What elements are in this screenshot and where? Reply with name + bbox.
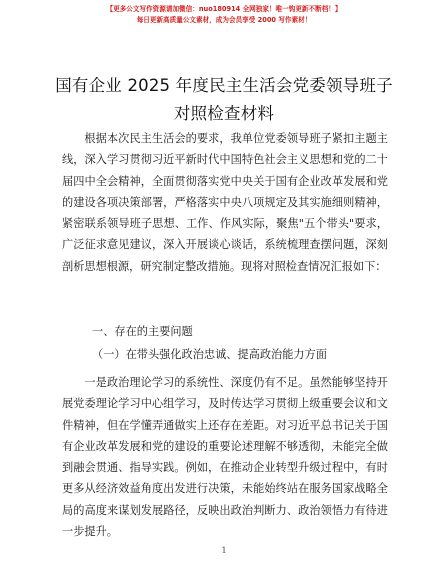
promo-banner-line2: 每日更新高质量公文素材，成为会员享受 2000 写作素材！ (136, 16, 312, 24)
body-paragraph: 一是政治理论学习的系统性、深度仍有不足。虽然能够坚持开展党委理论学习中心组学习，及时传达学习贯彻上级重要会议和文件精神，但在学懂弄通做实上还存在差距。对习近平总书记关于国有企业改革发展和党的建设的重要论述理解不够透彻，未能完全做到融会贯通、指导实践。例如，在推动企业转型升级过程中，有时更多从经济效益角度出发进行决策，未能始终站在服务国家战略全局的高度来谋划发展路径，反映出政治判断力、政治领悟力有待进一步提升。 (62, 376, 388, 539)
document-title: 国有企业 2025 年度民主生活会党委领导班子对照检查材料 (55, 76, 393, 123)
section-heading: 一、存在的主要问题 (92, 325, 193, 338)
subsection-heading: （一）在带头强化政治忠诚、提高政治能力方面 (92, 348, 327, 361)
intro-paragraph: 根据本次民主生活会的要求，我单位党委领导班子紧扣主题主线，深入学习贯彻习近平新时代中国特色社会主义思想和党的二十届四中全会精神，全面贯彻落实党中央关于国有企业改革发展和党的建设各项决策部署，严格落实中央八项规定及其实施细则精神，紧密联系领导班子思想、工作、作风实际，聚焦"五个带头"要求，广泛征求意见建议，深入开展谈心谈话，系统梳理查摆问题，深刻剖析思想根源，研究制定整改措施。现将对照检查情况汇报如下： (62, 132, 388, 273)
promo-banner-line1: 【更多公文写作资源请加微信：nuo180914 全网独家！唯一钩更新不断档！】 (106, 5, 342, 13)
promo-banner (0, 4, 448, 26)
page-number: 1 (221, 546, 227, 555)
